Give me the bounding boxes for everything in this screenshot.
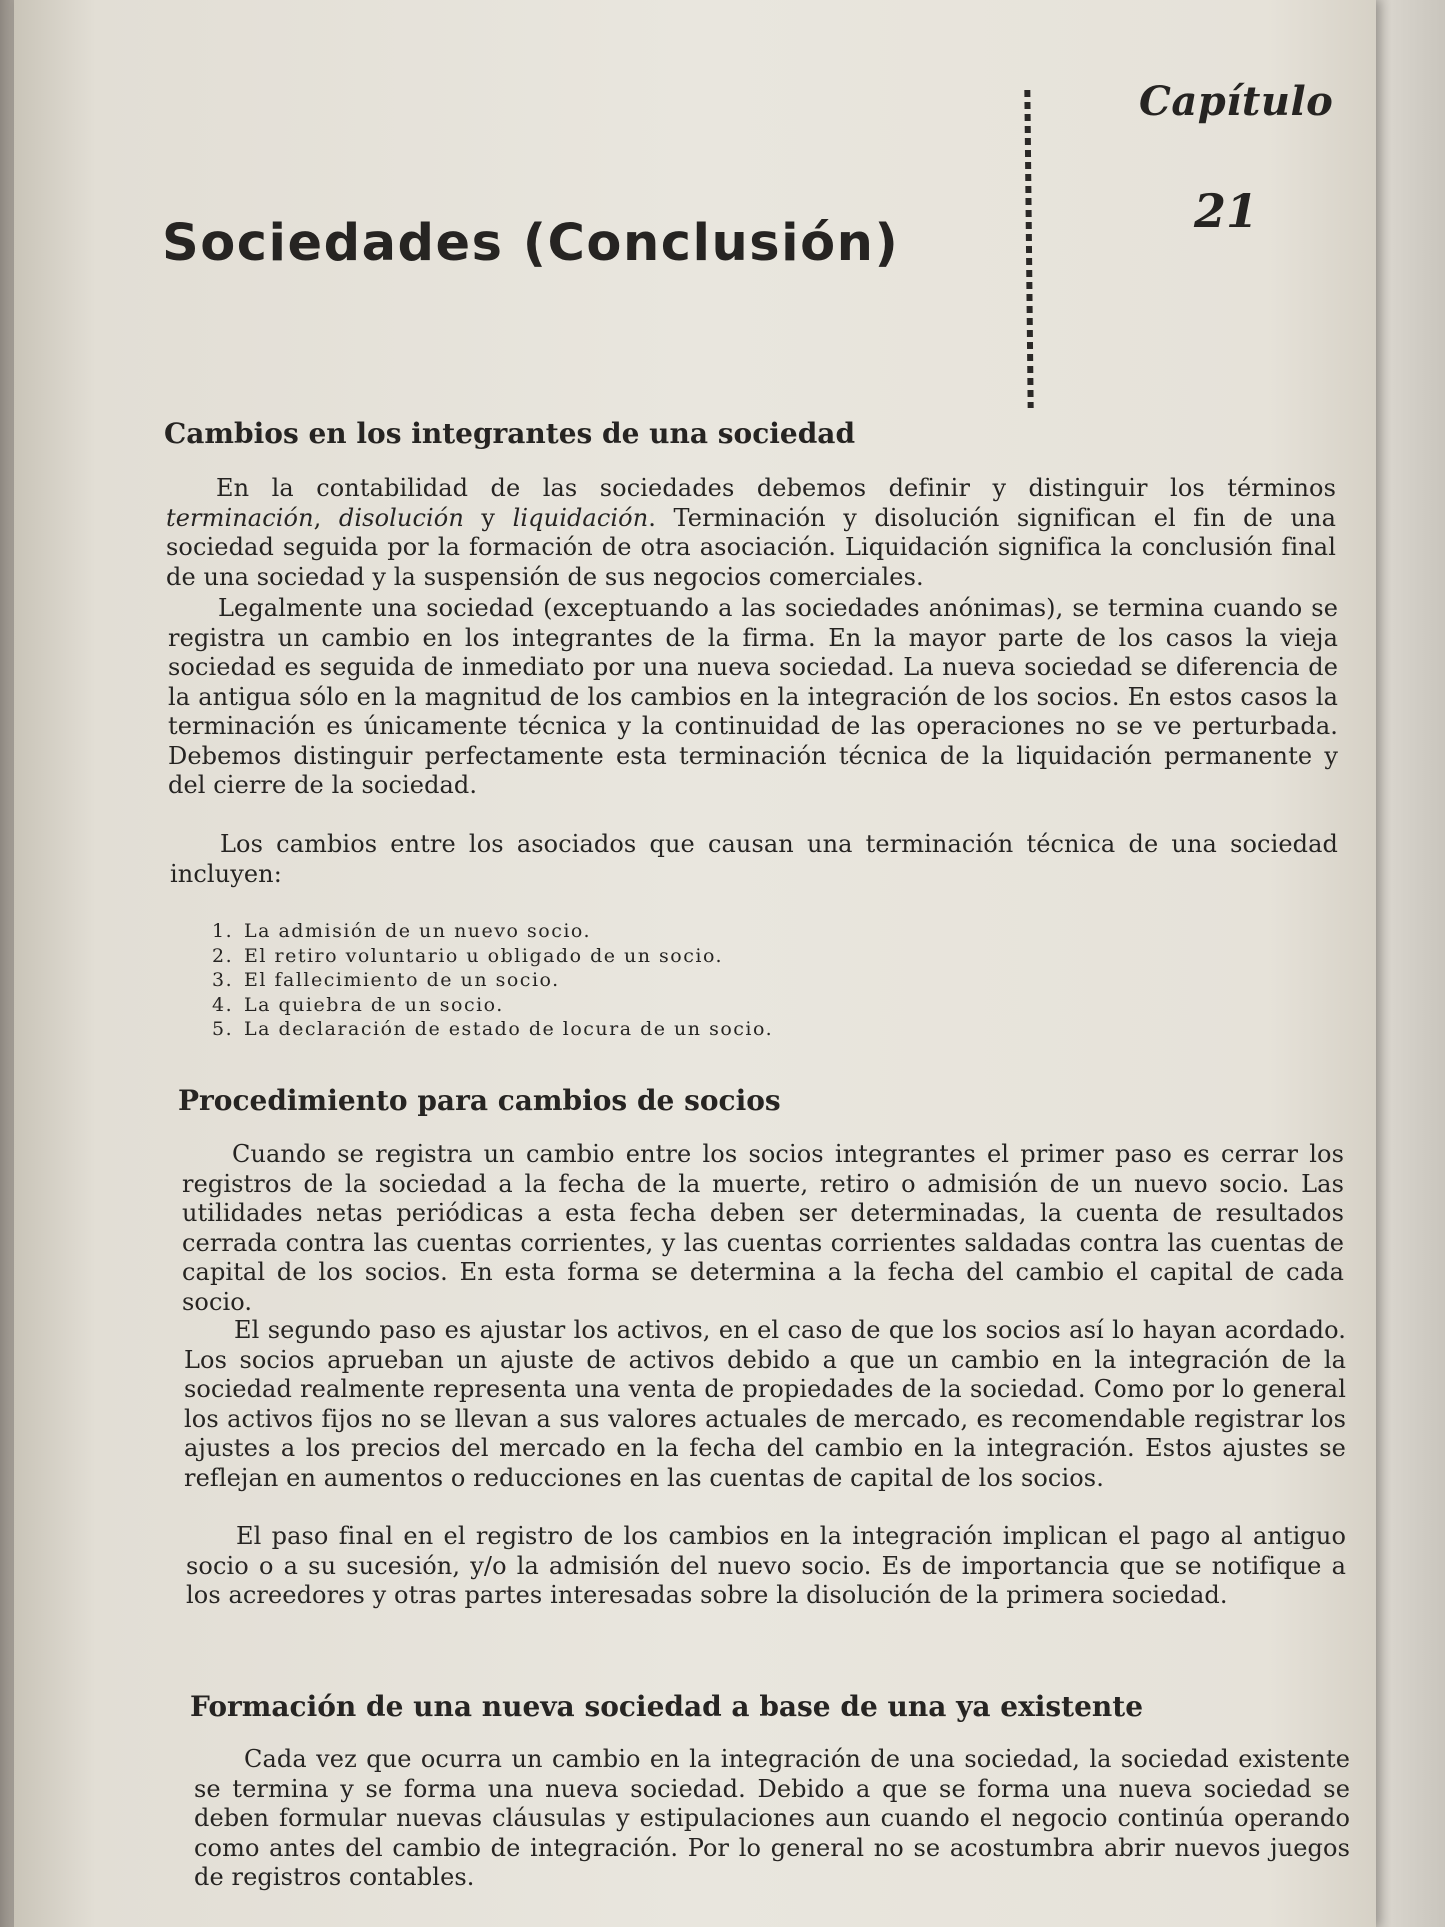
section-heading-formacion: Formación de una nueva sociedad a base de una ya existente (190, 1690, 1144, 1723)
list-item (212, 944, 773, 969)
page-title: Sociedades (Conclusión) (162, 214, 900, 273)
separator: , (313, 503, 339, 532)
section-2-paragraph-2: El segundo paso es ajustar los activos, en el caso de que los socios así lo hayan acordado. Los socios aprueban un ajuste de activos debido a que un cambio en la integración de la sociedad realmente representa una venta de propiedades de la sociedad. Como por lo general los activos fijos no se llevan a sus valores actuales de mercado, es recomendable registrar los ajustes a los precios del mercado en la fecha del cambio en la integración. Estos ajustes se reflejan en aumentos o reducciones en las cuentas de capital de los socios. (184, 1316, 1346, 1492)
list-item (212, 1017, 773, 1042)
list-item (212, 968, 773, 993)
list-number: 5. (212, 1018, 234, 1040)
dashed-divider (1024, 90, 1033, 408)
paragraph-text: En la contabilidad de las sociedades debemos definir y distinguir los términos (216, 474, 1336, 502)
section-3-paragraph-1: Cada vez que ocurra un cambio en la integración de una sociedad, la sociedad existente se termina y se forma una nueva sociedad. Debido a que se forma una nueva sociedad se deben formular nuevas cláusulas y estipulaciones aun cuando el negocio continúa operando como antes del cambio de integración. Por lo general no se acostumbra abrir nuevos juegos de registros contables. (194, 1745, 1350, 1891)
section-1-paragraph-2: Legalmente una sociedad (exceptuando a las sociedades anónimas), se termina cuando se registra un cambio en los integrantes de la firma. En la mayor parte de los casos la vieja sociedad es seguida de inmediato por una nueva sociedad. La nueva sociedad se diferencia de la antigua sólo en la magnitud de los cambios en la integración de los socios. En estos casos la terminación es únicamente técnica y la continuidad de las operaciones no se ve perturbada. Debemos distinguir perfectamente esta terminación técnica de la liquidación permanente y del cierre de la sociedad. (168, 594, 1338, 799)
list-item (212, 919, 773, 944)
list-text: El retiro voluntario u obligado de un socio. (244, 944, 724, 967)
list-item (212, 993, 773, 1018)
list-number: 2. (212, 944, 234, 967)
section-2-paragraph-3: El paso final en el registro de los cambios en la integración implican el pago al antiguo socio o a su sucesión, y/o la admisión del nuevo socio. Es de importancia que se notifique a los acreedores y otras partes interesadas sobre la disolución de la primera sociedad. (186, 1522, 1346, 1609)
list-text: La quiebra de un socio. (244, 993, 504, 1016)
separator: y (463, 503, 513, 532)
list-number: 1. (212, 920, 234, 942)
list-text: La admisión de un nuevo socio. (244, 920, 592, 942)
section-heading-procedimiento: Procedimiento para cambios de socios (178, 1084, 781, 1117)
term-disolucion: disolución (338, 503, 464, 532)
section-2-paragraph-1: Cuando se registra un cambio entre los socios integrantes el primer paso es cerrar los registros de la sociedad a la fecha de la muerte, retiro o admisión de un nuevo socio. Las utilidades netas periódicas a esta fecha deben ser determinadas, la cuenta de resultados cerrada contra las cuentas corrientes, y las cuentas corrientes saldadas contra las cuentas de capital de los socios. En esta forma se determina a la fecha del cambio el capital de cada socio. (182, 1140, 1344, 1316)
list-number: 4. (212, 993, 234, 1016)
term-liquidacion: liquidación (512, 503, 649, 532)
list-text: El fallecimiento de un socio. (244, 969, 560, 991)
list-number: 3. (212, 969, 234, 991)
chapter-label: Capítulo (1139, 78, 1334, 125)
term-terminacion: terminación (166, 503, 314, 532)
book-page (14, 0, 1376, 1927)
paragraph-text: . Terminación y disolución significan el fin de una sociedad seguida por la formación de otra asociación. Liquidación significa la conclusión final de una sociedad y la suspensión de sus negocios comerciales. (166, 503, 1336, 591)
section-1-paragraph-3: Los cambios entre los asociados que causan una terminación técnica de una sociedad incluyen: (170, 830, 1338, 888)
section-heading-cambios: Cambios en los integrantes de una sociedad (164, 417, 856, 450)
changes-list (212, 919, 773, 1042)
list-text: La declaración de estado de locura de un socio. (244, 1018, 774, 1040)
chapter-number: 21 (1194, 184, 1259, 238)
section-1-paragraph-1 (166, 474, 1336, 592)
